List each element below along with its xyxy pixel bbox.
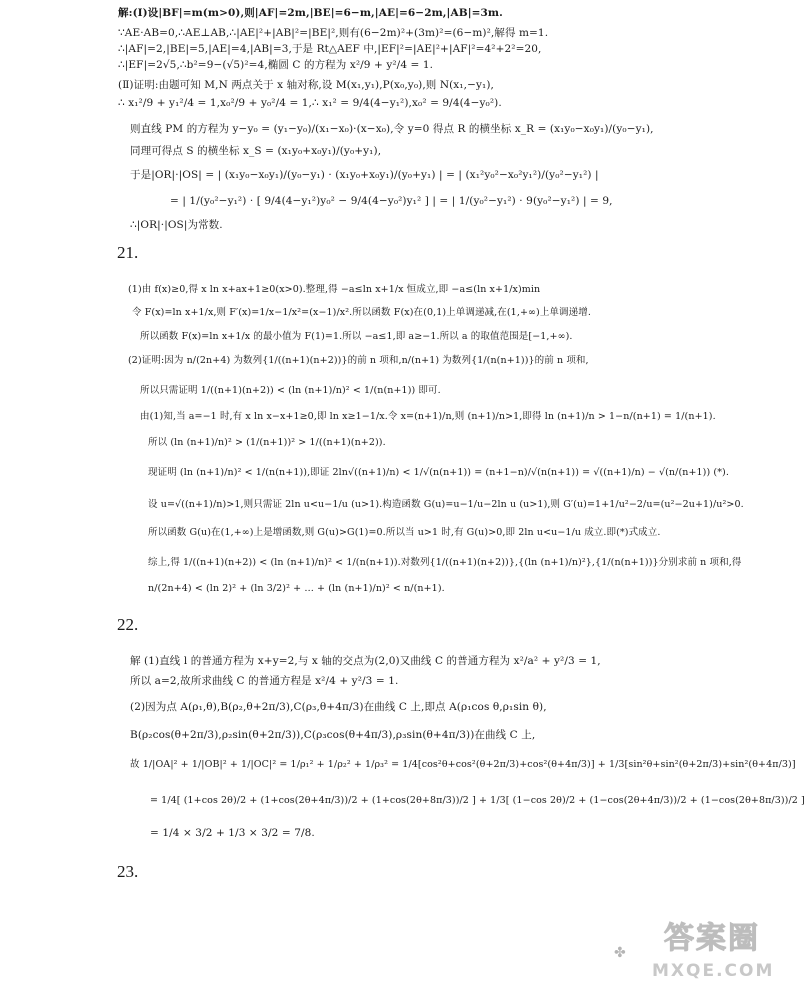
s22-line-2: 所以 a=2,故所求曲线 C 的普通方程是 x²/4 + y²/3 = 1. bbox=[130, 675, 399, 687]
watermark-url: MXQE.COM bbox=[652, 961, 775, 981]
s21-line-8: 现证明 (ln (n+1)/n)² < 1/(n(n+1)),即证 2ln√((n+1)/n) < 1/√(n(n+1)) = (n+1−n)/√(n(n+1)) = √((n+1)/n) − √(n/(n+1)) (*). bbox=[148, 467, 729, 478]
s22-line-1: 解 (1)直线 l 的普通方程为 x+y=2,与 x 轴的交点为(2,0)又曲线 C 的普通方程为 x²/a² + y²/3 = 1, bbox=[130, 655, 601, 667]
s20-line-7: 则直线 PM 的方程为 y−y₀ = (y₁−y₀)/(x₁−x₀)·(x−x₀),令 y=0 得点 R 的横坐标 x_R = (x₁y₀−x₀y₁)/(y₀−y₁), bbox=[130, 123, 654, 135]
s22-line-4: B(ρ₂cos(θ+2π/3),ρ₂sin(θ+2π/3)),C(ρ₃cos(θ+4π/3),ρ₃sin(θ+4π/3))在曲线 C 上, bbox=[130, 729, 536, 741]
s20-line-10: = | 1/(y₀²−y₁²) · [ 9/4(4−y₁²)y₀² − 9/4(4−y₀²)y₁² ] | = | 1/(y₀²−y₁²) · 9(y₀²−y₁²) | = 9, bbox=[170, 195, 613, 207]
s21-line-1: (1)由 f(x)≥0,得 x ln x+ax+1≥0(x>0).整理,得 −a≤ln x+1/x 恒成立,即 −a≤(ln x+1/x)min bbox=[128, 284, 541, 295]
s21-line-10: 所以函数 G(u)在(1,+∞)上是增函数,则 G(u)>G(1)=0.所以当 u>1 时,有 G(u)>0,即 2ln u<u−1/u 成立.即(*)式成立. bbox=[148, 527, 661, 538]
s21-line-11: 综上,得 1/((n+1)(n+2)) < (ln (n+1)/n)² < 1/(n(n+1)).对数列{1/((n+1)(n+2))},{(ln (n+1)/n)²},{1/(n(n+1))}分别求前 n 项和,得 bbox=[148, 557, 742, 568]
problem-number-22: 22. bbox=[117, 615, 139, 634]
s21-line-2: 令 F(x)=ln x+1/x,则 F′(x)=1/x−1/x²=(x−1)/x².所以函数 F(x)在(0,1)上单调递减,在(1,+∞)上单调递增. bbox=[132, 307, 591, 318]
s21-line-3: 所以函数 F(x)=ln x+1/x 的最小值为 F(1)=1.所以 −a≤1,即 a≥−1.所以 a 的取值范围是[−1,+∞). bbox=[140, 331, 573, 342]
s21-line-12: n/(2n+4) < (ln 2)² + (ln 3/2)² + … + (ln (n+1)/n)² < n/(n+1). bbox=[148, 583, 445, 594]
s20-line-9: 于是|OR|·|OS| = | (x₁y₀−x₀y₁)/(y₀−y₁) · (x₁y₀+x₀y₁)/(y₀+y₁) | = | (x₁²y₀²−x₀²y₁²)/(y₀²−y₁²) | bbox=[130, 169, 599, 181]
s20-line-4: ∴|EF|=2√5,∴b²=9−(√5)²=4,椭圆 C 的方程为 x²/9 + y²/4 = 1. bbox=[118, 59, 434, 71]
s20-line-2: ∵AE·AB=0,∴AE⊥AB,∴|AE|²+|AB|²=|BE|²,则有(6−2m)²+(3m)²=(6−m)²,解得 m=1. bbox=[118, 27, 549, 39]
s22-line-7: = 1/4 × 3/2 + 1/3 × 3/2 = 7/8. bbox=[150, 827, 315, 839]
s20-line-3: ∴|AF|=2,|BE|=5,|AE|=4,|AB|=3,于是 Rt△AEF 中,|EF|²=|AE|²+|AF|²=4²+2²=20, bbox=[118, 43, 542, 55]
s21-line-9: 设 u=√((n+1)/n)>1,则只需证 2ln u<u−1/u (u>1).构造函数 G(u)=u−1/u−2ln u (u>1),则 G′(u)=1+1/u²−2/u=(u²−2u+1)/u²>0. bbox=[148, 499, 744, 510]
s20-line-1: 解:(Ⅰ)设|BF|=m(m>0),则|AF|=2m,|BE|=6−m,|AE|=6−2m,|AB|=3m. bbox=[118, 7, 503, 19]
watermark bbox=[614, 911, 792, 981]
s22-line-6: = 1/4[ (1+cos 2θ)/2 + (1+cos(2θ+4π/3))/2 + (1+cos(2θ+8π/3))/2 ] + 1/3[ (1−cos 2θ)/2 + (1−cos(2θ+4π/3))/2 + (1−cos(2θ+8π/3))/2 ] bbox=[150, 795, 805, 806]
problem-number-21: 21. bbox=[117, 243, 139, 262]
s21-line-4: (2)证明:因为 n/(2n+4) 为数列{1/((n+1)(n+2))}的前 n 项和,n/(n+1) 为数列{1/(n(n+1))}的前 n 项和, bbox=[128, 355, 589, 366]
watermark-flower-icon: ✤ bbox=[614, 945, 626, 961]
s21-line-7: 所以 (ln (n+1)/n)² > (1/(n+1))² > 1/((n+1)(n+2)). bbox=[148, 437, 386, 448]
s20-line-6: ∴ x₁²/9 + y₁²/4 = 1,x₀²/9 + y₀²/4 = 1,∴ x₁² = 9/4(4−y₁²),x₀² = 9/4(4−y₀²). bbox=[118, 97, 502, 109]
s21-line-6: 由(1)知,当 a=−1 时,有 x ln x−x+1≥0,即 ln x≥1−1/x.令 x=(n+1)/n,则 (n+1)/n>1,即得 ln (n+1)/n > 1−n/(n+1) = 1/(n+1). bbox=[140, 411, 716, 422]
watermark-logo-text: 答案圈 bbox=[664, 921, 760, 956]
s20-line-5: (Ⅱ)证明:由题可知 M,N 两点关于 x 轴对称,设 M(x₁,y₁),P(x₀,y₀),则 N(x₁,−y₁), bbox=[118, 79, 494, 91]
problem-number-23: 23. bbox=[117, 862, 139, 881]
s21-line-5: 所以只需证明 1/((n+1)(n+2)) < (ln (n+1)/n)² < 1/(n(n+1)) 即可. bbox=[140, 385, 441, 396]
s22-line-3: (2)因为点 A(ρ₁,θ),B(ρ₂,θ+2π/3),C(ρ₃,θ+4π/3)在曲线 C 上,即点 A(ρ₁cos θ,ρ₁sin θ), bbox=[130, 701, 547, 713]
s20-line-11: ∴|OR|·|OS|为常数. bbox=[130, 219, 223, 231]
s20-line-8: 同理可得点 S 的横坐标 x_S = (x₁y₀+x₀y₁)/(y₀+y₁), bbox=[130, 145, 382, 157]
s22-line-5: 故 1/|OA|² + 1/|OB|² + 1/|OC|² = 1/ρ₁² + 1/ρ₂² + 1/ρ₃² = 1/4[cos²θ+cos²(θ+2π/3)+cos²(θ+4π/3)] + 1/3[sin²θ+sin²(θ+2π/3)+sin²(θ+4π/3)] bbox=[130, 759, 796, 770]
